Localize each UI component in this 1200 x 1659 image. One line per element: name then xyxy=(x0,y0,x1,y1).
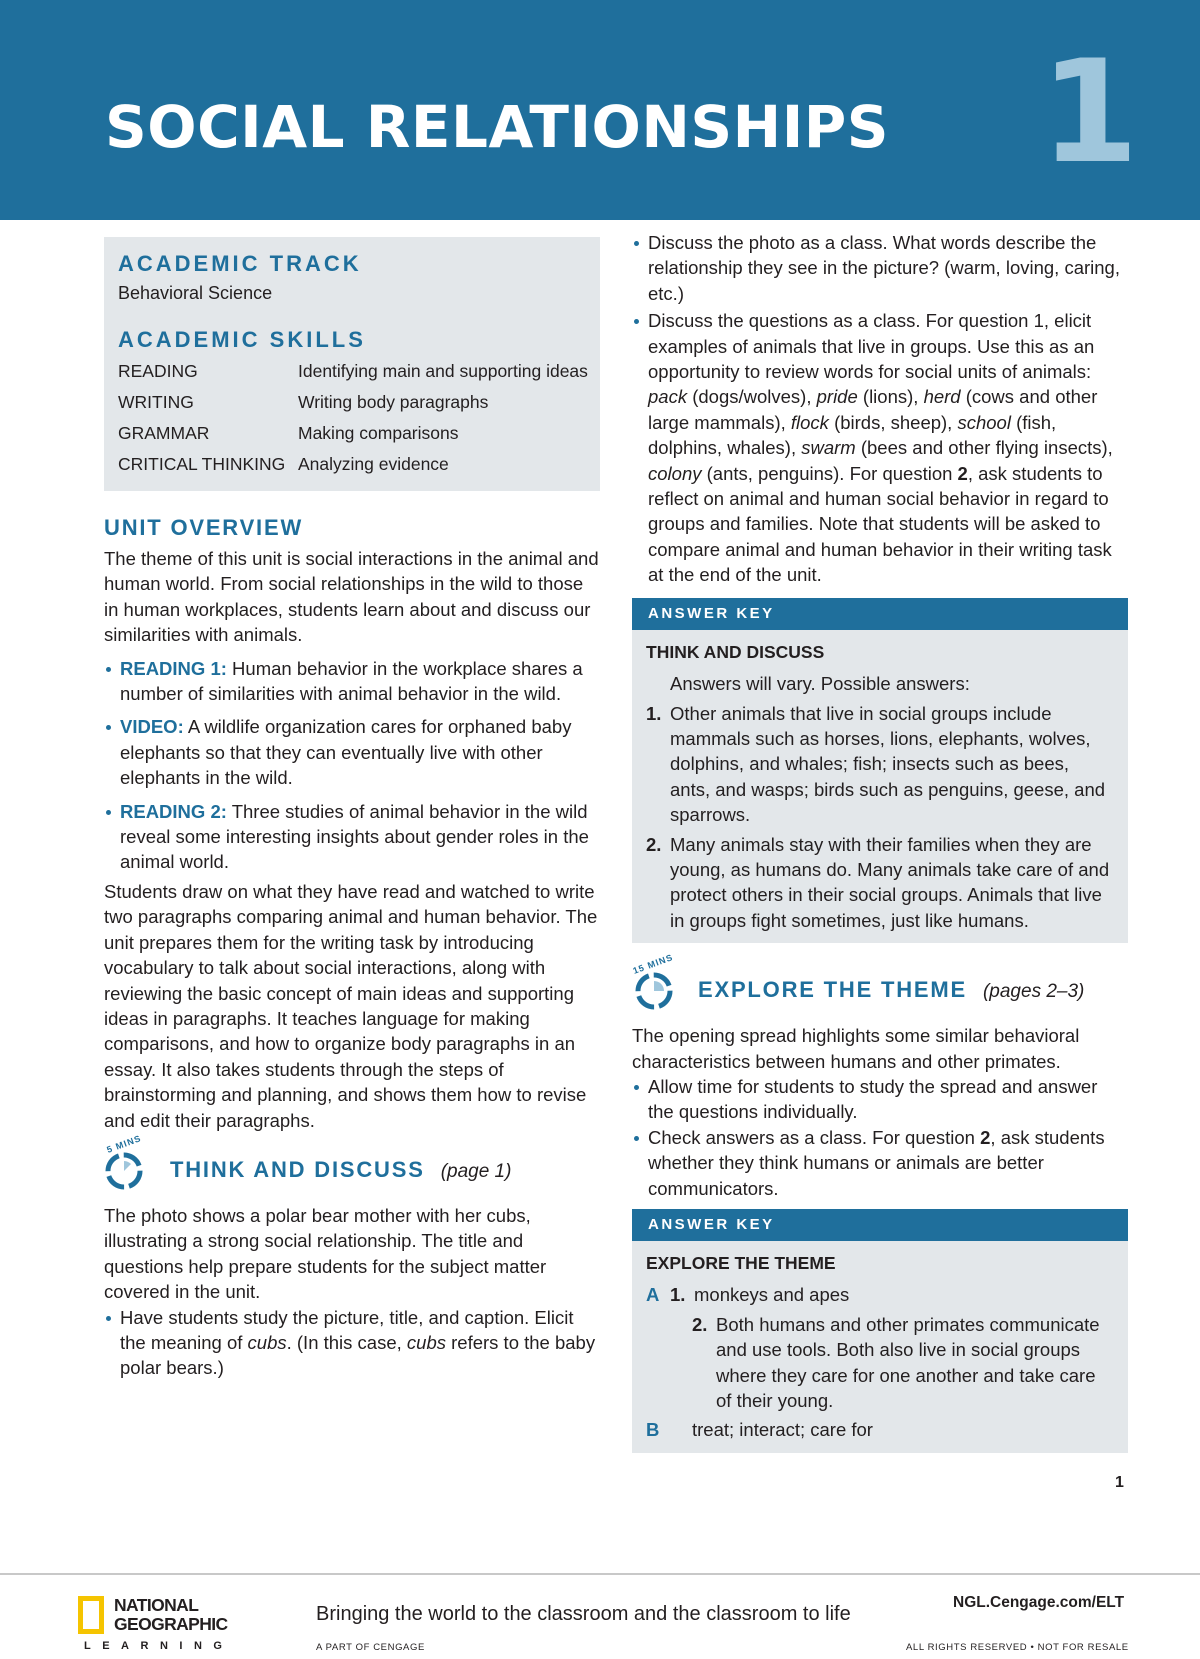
skill-name: GRAMMAR xyxy=(118,423,210,443)
discussion-list xyxy=(632,230,1128,588)
bullet-italic: cubs xyxy=(406,1331,446,1353)
item-text: Three studies of animal behavior in the wild reveal some interesting insights about gender roles in the animal world. xyxy=(120,800,589,873)
bullet-text: (birds, sheep), xyxy=(828,411,958,433)
academic-skills-heading: ACADEMIC SKILLS xyxy=(118,327,366,352)
skill-detail: Analyzing evidence xyxy=(298,454,449,474)
academic-skills-table xyxy=(118,359,588,483)
answer-key-think-discuss xyxy=(632,598,1128,943)
skill-detail: Identifying main and supporting ideas xyxy=(298,361,588,381)
bullet-text: , ask students whether they think humans or animals are better communicators. xyxy=(648,1126,1105,1199)
answer-row xyxy=(646,701,1114,828)
answer-letter: A xyxy=(646,1284,660,1306)
answer-letter: B xyxy=(646,1419,660,1441)
bullet-text: Check answers as a class. For question xyxy=(648,1126,981,1148)
left-column xyxy=(104,237,600,1381)
list-item xyxy=(632,1125,1128,1201)
item-label: VIDEO: xyxy=(120,716,184,738)
think-discuss-page-ref: (page 1) xyxy=(440,1160,512,1182)
answer-row xyxy=(646,1282,1114,1413)
answer-group xyxy=(670,1282,1114,1413)
bullet-italic: flock xyxy=(790,411,829,433)
bullet-italic: pride xyxy=(816,386,858,408)
list-item: Discuss the photo as a class. What words describe the relationship they see in the picture? (warm, loving, caring, etc.) xyxy=(632,230,1128,306)
skill-row xyxy=(118,390,588,421)
bullet-text: . (In this case, xyxy=(286,1331,407,1353)
national-geographic-logo[interactable] xyxy=(78,1595,234,1652)
unit-title: SOCIAL RELATIONSHIPS xyxy=(105,93,890,161)
logo-wordmark xyxy=(114,1596,228,1634)
yellow-frame-icon xyxy=(78,1596,104,1634)
answer-text: Many animals stay with their families when they are young, as humans do. Many animals take care of and protect others in their social groups. Animals that live in groups fight sometimes, just like humans. xyxy=(670,833,1110,931)
bullet-italic: pack xyxy=(648,386,688,408)
answer-text: Other animals that live in social groups include mammals such as horses, lions, elephants, wolves, dolphins, and whales; fish; insects such as bees, ants, and wasps; birds such as penguins, geese, and sparrows. xyxy=(670,702,1106,826)
timer-icon xyxy=(104,1133,162,1191)
answer-text: Both humans and other primates communicate and use tools. Both also live in social groups where they care for one another and take care of their young. xyxy=(716,1313,1100,1412)
unit-overview-closing: Students draw on what they have read and watched to write two paragraphs comparing animal and human behavior. The unit prepares them for the writing task by introducing vocabulary to talk about social interactions, along with reviewing the basic concept of main ideas and supporting ideas in paragraphs. It teaches language for making comparisons, and how to organize body paragraphs in an essay. It also takes students through the steps of brainstorming and planning, and shows them how to revise and edit their paragraphs. xyxy=(104,880,598,1131)
skill-name: WRITING xyxy=(118,392,194,412)
footer-part-of: A PART OF CENGAGE xyxy=(316,1642,425,1653)
bullet-text: Discuss the questions as a class. For question 1, elicit examples of animals that live in groups. Use this as an opportunity to review words for social units of animals: xyxy=(648,310,1095,383)
skill-row xyxy=(118,359,588,390)
list-item xyxy=(104,714,600,790)
think-discuss-header xyxy=(104,1133,600,1191)
bullet-text: (dogs/wolves), xyxy=(687,386,817,408)
list-item xyxy=(104,799,600,875)
timer-label: 5 MINS xyxy=(105,1133,143,1155)
answer-key-intro: Answers will vary. Possible answers: xyxy=(670,673,970,695)
answer-number: 2. xyxy=(692,1313,708,1335)
answer-text: treat; interact; care for xyxy=(692,1419,873,1441)
answer-key-explore-theme xyxy=(632,1209,1128,1453)
bullet-text: (ants, penguins). For question xyxy=(701,462,958,484)
think-discuss-title: THINK AND DISCUSS xyxy=(170,1156,425,1182)
skill-detail: Writing body paragraphs xyxy=(298,392,489,412)
bullet-bold: 2 xyxy=(957,462,968,484)
item-label: READING 2: xyxy=(120,800,227,822)
logo-line: GEOGRAPHIC xyxy=(114,1614,228,1634)
bullet-text: (lions), xyxy=(857,386,924,408)
explore-theme-intro: The opening spread highlights some similar behavioral characteristics between humans and other primates. xyxy=(632,1025,1080,1072)
answer-number: 2. xyxy=(646,833,662,855)
logo-line: NATIONAL xyxy=(114,1595,199,1615)
answer-key-bar: ANSWER KEY xyxy=(632,598,1128,630)
clock-icon xyxy=(632,957,690,1011)
answer-number: 1. xyxy=(646,702,662,724)
academic-track-heading: ACADEMIC TRACK xyxy=(118,251,362,276)
answer-row xyxy=(670,1282,1114,1307)
clock-icon xyxy=(104,1137,162,1191)
bullet-text: , ask students to reflect on animal and human social behavior in regard to groups and families. Note that students will be asked to compare animal and human behavior in their writing task at the end of the unit. xyxy=(648,462,1112,586)
skill-row xyxy=(118,421,588,452)
answer-key-title: EXPLORE THE THEME xyxy=(646,1253,836,1273)
skill-name: CRITICAL THINKING xyxy=(118,454,286,474)
academic-track-value: Behavioral Science xyxy=(118,283,273,303)
bullet-text: (fish, dolphins, whales), xyxy=(648,411,1057,459)
footer-divider xyxy=(0,1573,1200,1575)
explore-theme-title: EXPLORE THE THEME xyxy=(698,977,967,1003)
timer-icon xyxy=(631,952,690,1011)
answer-number: 1. xyxy=(670,1284,686,1306)
answer-key-bar: ANSWER KEY xyxy=(632,1209,1128,1241)
list-item xyxy=(632,308,1128,587)
unit-banner xyxy=(0,0,1200,220)
bullet-italic: herd xyxy=(923,386,961,408)
bullet-bold: 2 xyxy=(980,1126,991,1148)
bullet-italic: swarm xyxy=(801,437,856,459)
answer-row xyxy=(646,832,1114,934)
list-item xyxy=(104,1305,600,1381)
academic-track-box xyxy=(104,237,600,491)
bullet-italic: school xyxy=(957,411,1011,433)
bullet-italic: colony xyxy=(648,462,702,484)
think-discuss-heading xyxy=(170,1155,511,1187)
explore-theme-page-ref: (pages 2–3) xyxy=(982,981,1085,1003)
list-item: Allow time for students to study the spread and answer the questions individually. xyxy=(632,1074,1128,1125)
answer-key-body xyxy=(632,630,1128,943)
right-column xyxy=(632,230,1128,1453)
answer-key-body xyxy=(632,1241,1128,1453)
bullet-text: refers to the baby polar bears.) xyxy=(120,1331,596,1379)
think-discuss-intro: The photo shows a polar bear mother with her cubs, illustrating a strong social relationship. The title and questions help prepare students for the subject matter covered in the unit. xyxy=(104,1204,547,1303)
answer-row xyxy=(692,1312,1114,1414)
unit-overview-intro: The theme of this unit is social interactions in the animal and human world. From social relationships in the wild to those in human workplaces, students learn about and discuss our similarities with animals. xyxy=(104,548,599,646)
footer-rights: ALL RIGHTS RESERVED • NOT FOR RESALE xyxy=(906,1642,1129,1653)
answer-key-title: THINK AND DISCUSS xyxy=(646,641,825,662)
bullet-italic: cubs xyxy=(247,1331,287,1353)
unit-overview-heading: UNIT OVERVIEW xyxy=(104,515,304,540)
item-text: A wildlife organization cares for orphaned baby elephants so that they can eventually live with other elephants in the wild. xyxy=(120,716,572,789)
item-label: READING 1: xyxy=(120,657,227,679)
explore-theme-header xyxy=(631,952,1128,1011)
unit-overview-list xyxy=(104,656,600,875)
bullet-text: (cows and other large mammals), xyxy=(648,386,1098,433)
bullet-text: (bees and other flying insects), xyxy=(855,437,1113,459)
footer-site-link[interactable]: NGL.Cengage.com/ELT xyxy=(953,1594,1125,1611)
bullet-text: Have students study the picture, title, and caption. Elicit the meaning of xyxy=(120,1306,574,1353)
unit-number: 1 xyxy=(1040,30,1139,195)
list-item xyxy=(104,656,600,707)
think-discuss-list xyxy=(104,1305,600,1381)
explore-theme-heading xyxy=(698,975,1084,1007)
page-number: 1 xyxy=(1115,1474,1124,1491)
explore-theme-list xyxy=(632,1074,1128,1201)
skill-name: READING xyxy=(118,361,198,381)
skill-row xyxy=(118,452,588,483)
logo-learning: LEARNING xyxy=(84,1640,234,1652)
footer-tagline: Bringing the world to the classroom and the classroom to life xyxy=(316,1603,851,1625)
answer-row xyxy=(646,1417,1114,1442)
timer-label: 15 MINS xyxy=(631,952,675,977)
skill-detail: Making comparisons xyxy=(298,423,459,443)
item-text: Human behavior in the workplace shares a number of similarities with animal behavior in the wild. xyxy=(120,657,583,705)
answer-text: monkeys and apes xyxy=(694,1284,850,1306)
